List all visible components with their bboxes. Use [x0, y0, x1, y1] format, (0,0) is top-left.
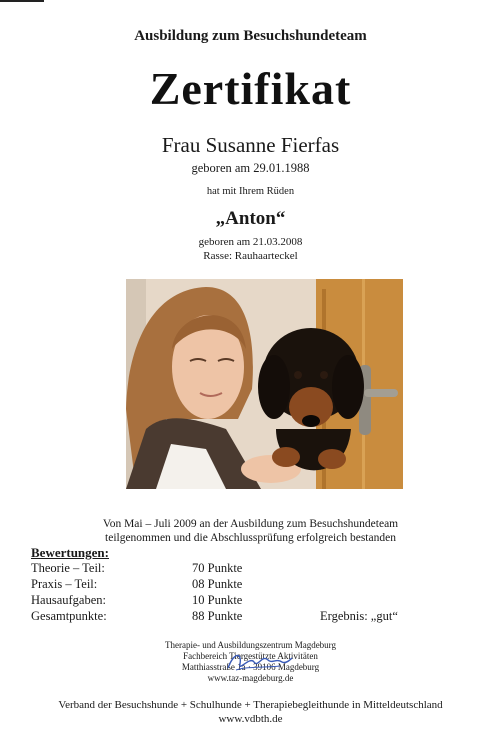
rating-label: Theorie – Teil:	[31, 561, 105, 575]
team-photo	[126, 279, 403, 489]
rating-label: Gesamtpunkte:	[31, 609, 107, 623]
institute-line-3: Matthiasstraße 1a · 39106 Magdeburg	[181, 662, 320, 672]
rating-value: 70 Punkte	[192, 561, 243, 575]
intro-line-2: teilgenommen und die Abschlussprüfung erfolgreich bestanden	[105, 532, 396, 544]
course-intro	[0, 517, 501, 545]
dog-name: „Anton“	[215, 208, 286, 229]
person-name: Frau Susanne Fierfas	[161, 133, 340, 157]
final-result: Ergebnis: „gut“	[320, 609, 398, 623]
dog-birthdate: geboren am 21.03.2008	[198, 236, 303, 248]
signature	[224, 648, 294, 676]
rating-value: 88 Punkte	[192, 609, 243, 623]
association-footer	[0, 698, 501, 726]
dog-breed: Rasse: Rauhaarteckel	[203, 250, 298, 262]
certificate-title: Zertifikat	[149, 63, 352, 114]
rating-label: Praxis – Teil:	[31, 577, 98, 591]
with-dog-text: hat mit Ihrem Rüden	[206, 186, 295, 197]
certificate-header: Ausbildung zum Besuchshundeteam	[134, 28, 367, 44]
scan-corner-mark	[0, 0, 44, 2]
rating-label: Hausaufgaben:	[31, 593, 106, 607]
ratings-title: Bewertungen:	[31, 545, 109, 560]
footer-website[interactable]: www.vdbth.de	[218, 713, 283, 725]
institute-line-2: Fachbereich Tiergestützte Aktivitäten	[183, 651, 318, 661]
intro-line-1: Von Mai – Juli 2009 an der Ausbildung zum Besuchshundeteam	[102, 518, 399, 530]
rating-value: 10 Punkte	[192, 593, 243, 607]
institute-line-1: Therapie- und Ausbildungszentrum Magdeburg	[164, 640, 337, 650]
rating-value: 08 Punkte	[192, 577, 243, 591]
footer-line-1: Verband der Besuchshunde + Schulhunde + Therapiebegleithunde in Mitteldeutschland	[58, 699, 443, 711]
person-birthdate: geboren am 29.01.1988	[191, 161, 310, 175]
institute-line-4: www.taz-magdeburg.de	[207, 673, 294, 683]
